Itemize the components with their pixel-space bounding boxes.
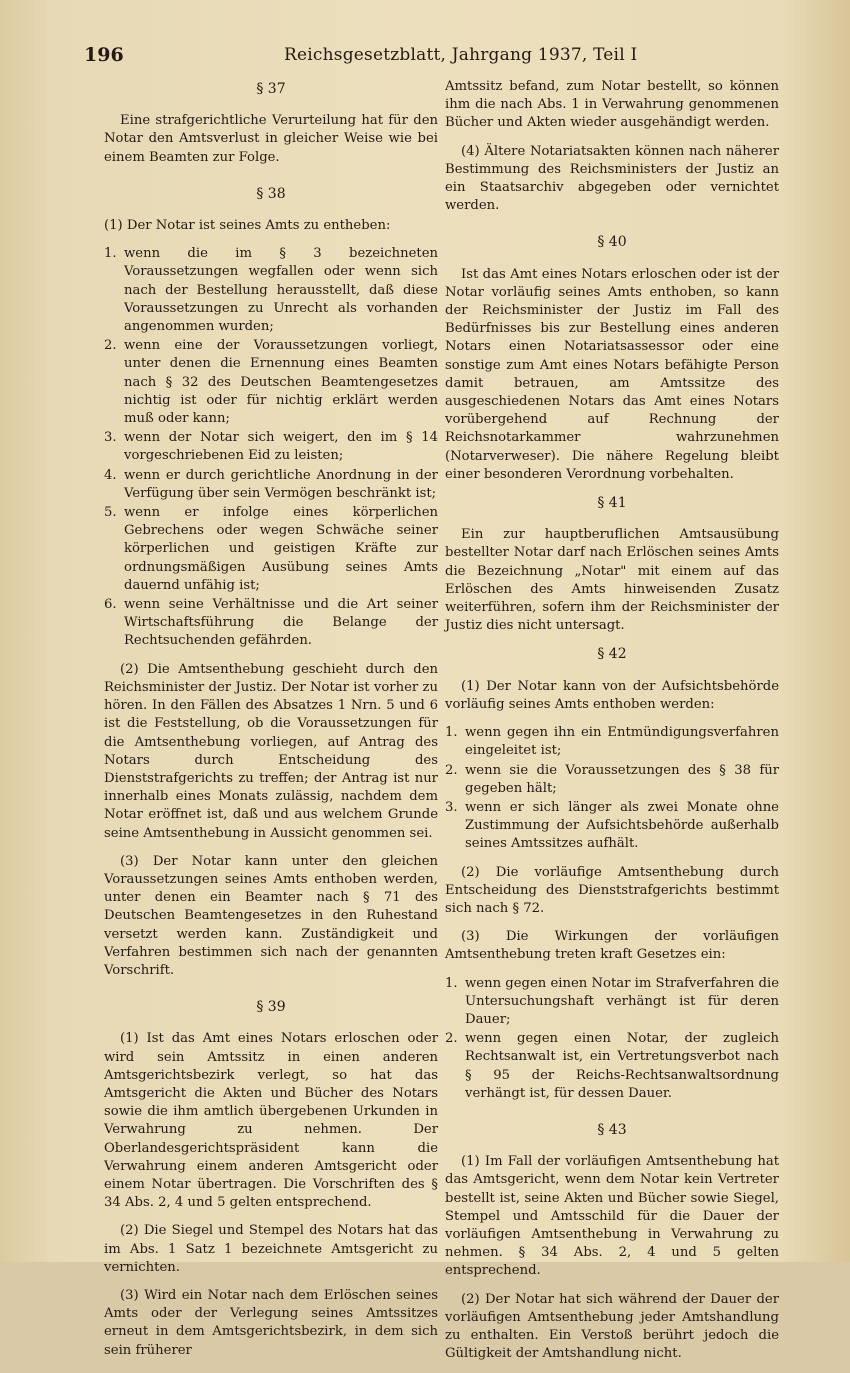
section-37-text: Eine strafgerichtliche Verurteilung hat für den Notar den Amtsverlust in gleicher Weise wie bei einem Beamten zur Folge. <box>104 113 438 165</box>
list-item <box>104 429 438 465</box>
list-item-text: wenn eine der Voraussetzungen vorliegt, unter denen die Ernennung eines Beamten nach § 32 des Deutschen Beamtengesetzes nichtig ist oder für nichtig erklärt werden muß oder kann; <box>124 338 438 427</box>
list-item-number: 3. <box>104 430 117 446</box>
page-header <box>84 44 638 68</box>
list-item-number: 2. <box>445 762 458 778</box>
section-41-text: Ein zur hauptberuflichen Amtsausübung bestellter Notar darf nach Erlöschen seines Amts die Bezeichnung „Notar" mit einem auf das Erlöschen des Amts hinweisenden Zusatz weiterführen, sofern ihm der Reichsminister der Justiz dies nicht untersagt. <box>445 527 779 634</box>
section-39-para-3-start: (3) Wird ein Notar nach dem Erlöschen seines Amts oder der Verlegung seines Amtssitzes erneut in dem Amtsgerichtsbezirk, in dem sich sein früherer <box>104 1287 438 1358</box>
list-item-text: wenn er durch gerichtliche Anordnung in der Verfügung über sein Vermögen beschränkt ist; <box>124 467 438 501</box>
section-42-para-2: (2) Die vorläufige Amtsenthebung durch Entscheidung des Dienststrafgerichts bestimmt sich nach § 72. <box>445 864 779 916</box>
section-39-para-3-end: Amtssitz befand, zum Notar bestellt, so können ihm die nach Abs. 1 in Verwahrung genommenen Bücher und Akten wieder ausgehändigt werden. <box>445 79 779 131</box>
list-item-number: 4. <box>104 467 117 483</box>
list-item-text: wenn seine Verhältnisse und die Art seiner Wirtschaftsführung die Belange der Rechtsuchenden gefährden. <box>124 597 438 649</box>
list-item <box>104 467 438 503</box>
section-39-para-1: (1) Ist das Amt eines Notars erloschen oder wird sein Amtssitz in einen anderen Amtsgerichtsbezirk verlegt, so hat das Amtsgericht die Akten und Bücher des Notars sowie die ihm amtlich übergebenen Urkunden in Verwahrung zu nehmen. Der Oberlandesgerichtspräsident kann die Verwahrung einem anderen Amtsgericht oder einem Notar übertragen. Die Vorschriften des § 34 Abs. 2, 4 und 5 gelten entsprechend. <box>104 1031 438 1211</box>
section-39-para-2: (2) Die Siegel und Stempel des Notars hat das im Abs. 1 Satz 1 bezeichnete Amtsgericht zu vernichten. <box>104 1223 438 1275</box>
list-item <box>445 1030 779 1103</box>
running-title: Reichsgesetzblatt, Jahrgang 1937, Teil I <box>284 45 638 65</box>
list-item <box>104 245 438 336</box>
section-43-para-1: (1) Im Fall der vorläufigen Amtsenthebung hat das Amtsgericht, wenn dem Notar kein Vertreter bestellt ist, seine Akten und Bücher sowie Siegel, Stempel und Amtsschild für die Dauer der vorläufigen Amtsenthebung in Verwahrung zu nehmen. § 34 Abs. 2, 4 und 5 gelten entsprechend. <box>445 1154 779 1279</box>
left-column <box>104 78 438 1370</box>
section-38-para-3: (3) Der Notar kann unter den gleichen Voraussetzungen seines Amts enthoben werden, unter denen ein Beamter nach § 71 des Deutschen Beamtengesetzes in den Ruhestand versetzt werden kann. Zuständigkeit und Verfahren bestimmen sich nach der genannten Vorschrift. <box>104 853 438 978</box>
list-item-text: wenn er sich länger als zwei Monate ohne Zustimmung der Aufsichtsbehörde außerhalb seines Amtssitzes aufhält. <box>465 799 779 852</box>
list-item-text: wenn er infolge eines körperlichen Gebrechens oder wegen Schwäche seiner körperlichen und geistigen Kräfte zur ordnungsmäßigen Ausübung seines Amts dauernd unfähig ist; <box>124 505 438 593</box>
section-heading-40: § 40 <box>597 234 627 251</box>
section-heading-41: § 41 <box>597 495 627 512</box>
list-item-number: 5. <box>104 505 117 521</box>
section-42-intro: (1) Der Notar kann von der Aufsichtsbehörde vorläufig seines Amts enthoben werden: <box>445 678 779 712</box>
right-column <box>445 78 779 1373</box>
list-item-number: 3. <box>445 799 458 815</box>
section-38-intro: (1) Der Notar ist seines Amts zu entheben: <box>104 218 391 234</box>
page-number: 196 <box>84 44 124 66</box>
section-heading-37: § 37 <box>256 81 286 97</box>
section-heading-39: § 39 <box>256 999 286 1016</box>
section-38-list <box>104 245 438 650</box>
list-item-number: 1. <box>104 246 117 262</box>
section-39-para-4: (4) Ältere Notariatsakten können nach näherer Bestimmung des Reichsministers der Justiz an ein Staatsarchiv abgegeben oder vernichtet werden. <box>445 143 779 214</box>
list-item <box>104 337 438 428</box>
list-item-text: wenn gegen einen Notar, der zugleich Rechtsanwalt ist, ein Vertretungsverbot nach § 95 der Reichs-Rechtsanwaltsordnung verhängt ist, für dessen Dauer. <box>465 1031 779 1101</box>
list-item-number: 1. <box>445 725 458 741</box>
list-item <box>445 762 779 798</box>
list-item-text: wenn sie die Voraussetzungen des § 38 für gegeben hält; <box>465 762 779 796</box>
section-heading-43: § 43 <box>597 1121 627 1138</box>
section-42-para-3-intro: (3) Die Wirkungen der vorläufigen Amtsenthebung treten kraft Gesetzes ein: <box>445 929 779 963</box>
section-43-para-2: (2) Der Notar hat sich während der Dauer der vorläufigen Amtsenthebung jeder Amtshandlung zu enthalten. Ein Verstoß berührt jedoch die Gültigkeit der Amtshandlung nicht. <box>445 1291 779 1362</box>
section-heading-42: § 42 <box>597 646 627 663</box>
list-item-text: wenn die im § 3 bezeichneten Voraussetzungen wegfallen oder wenn sich nach der Bestellung herausstellt, daß diese Voraussetzungen zu Unrecht als vorhanden angenommen wurden; <box>124 246 438 335</box>
list-item <box>445 799 779 854</box>
list-item <box>104 504 438 595</box>
section-heading-38: § 38 <box>256 185 286 202</box>
list-item-text: wenn gegen einen Notar im Strafverfahren die Untersuchungshaft verhängt ist für deren Dauer; <box>465 975 779 1027</box>
section-38-para-2: (2) Die Amtsenthebung geschieht durch den Reichsminister der Justiz. Der Notar ist vorher zu hören. In den Fällen des Absatzes 1 Nrn. 5 und 6 ist die Feststellung, ob die Voraussetzungen für die Amtsenthebung vorliegen, auf Antrag des Notars durch Entscheidung des Dienststrafgerichts zu treffen; der Antrag ist nur innerhalb eines Monats zulässig, nachdem dem Notar eröffnet ist, daß und aus welchem Grunde seine Amtsenthebung in Aussicht genommen sei. <box>104 661 438 841</box>
section-42-list-3 <box>445 975 779 1103</box>
section-40-text: Ist das Amt eines Notars erloschen oder ist der Notar vorläufig seines Amts enthoben, so kann der Reichsminister der Justiz im Fall des Bedürfnisses bis zur Bestellung eines anderen Notars einen Notariatsassessor oder eine sonstige zum Amt eines Notars befähigte Person damit betrauen, am Amtssitze des ausgeschiedenen Notars das Amt eines Notars vorübergehend auf Rechnung der Reichsnotarkammer wahrzunehmen (Notarverweser). Die nähere Regelung bleibt einer besonderen Verordnung vorbehalten. <box>445 266 779 482</box>
list-item-text: wenn gegen ihn ein Entmündigungsverfahren eingeleitet ist; <box>465 725 779 759</box>
list-item-number: 1. <box>445 975 458 991</box>
list-item <box>445 975 779 1030</box>
list-item-number: 6. <box>104 597 117 613</box>
list-item-number: 2. <box>104 338 117 354</box>
list-item <box>104 596 438 651</box>
list-item <box>445 724 779 760</box>
list-item-text: wenn der Notar sich weigert, den im § 14 vorgeschriebenen Eid zu leisten; <box>124 430 438 464</box>
list-item-number: 2. <box>445 1031 458 1047</box>
section-42-list-1 <box>445 724 779 853</box>
